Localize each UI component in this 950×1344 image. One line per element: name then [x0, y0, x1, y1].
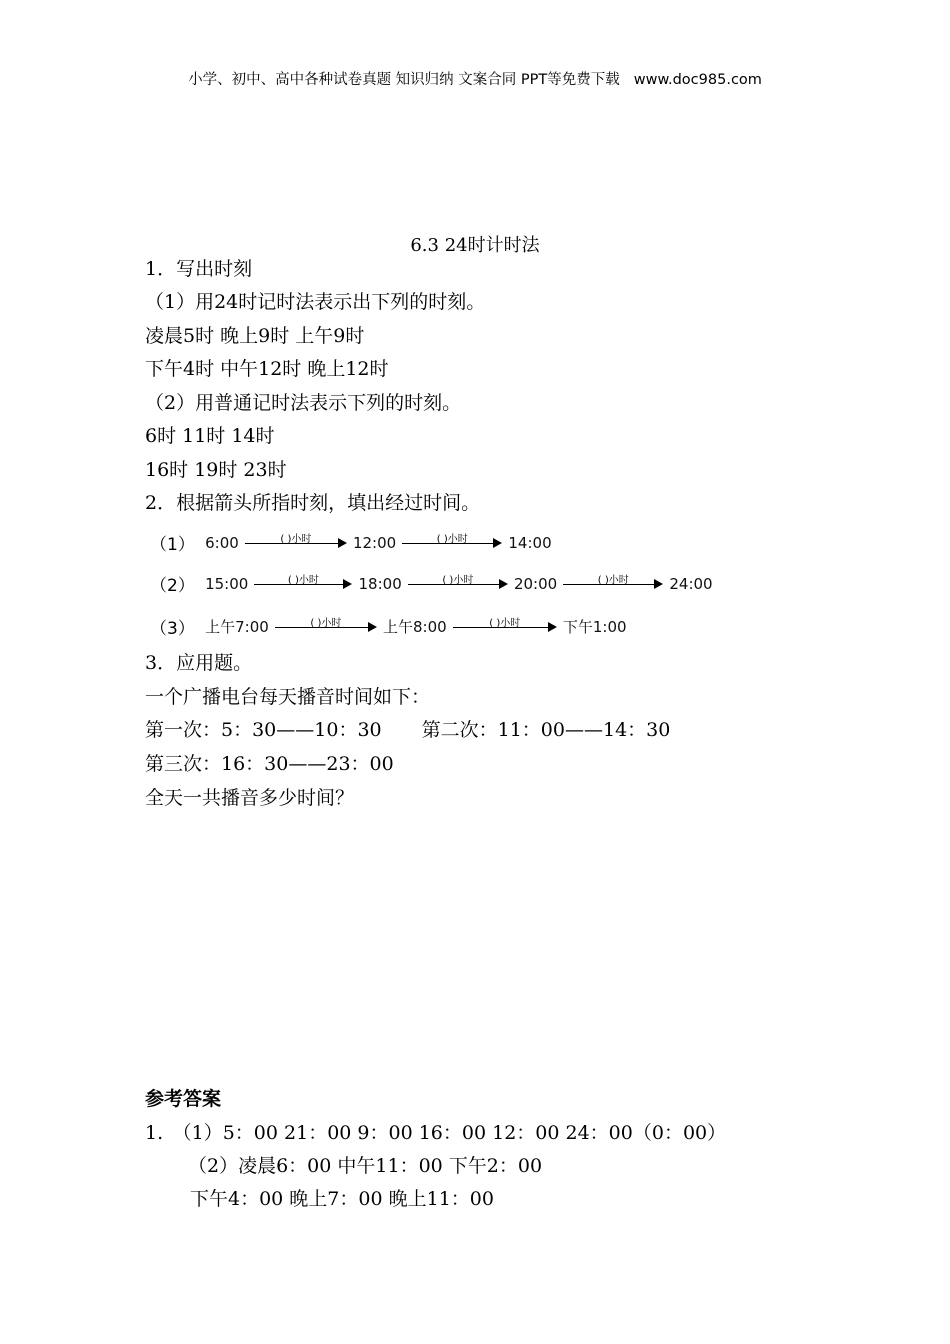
arrowhead-icon	[654, 579, 663, 589]
arrowhead-icon	[499, 579, 508, 589]
row-number: （2）	[150, 576, 195, 596]
q3-question: 全天一共播音多少时间？	[145, 787, 355, 809]
q3-first: 第一次：5：30——10：30	[145, 719, 382, 741]
time-label: 12:00	[352, 533, 397, 552]
arrow-shaft	[408, 584, 501, 585]
arrow-row-2	[150, 571, 713, 597]
q1-part1-line1: 凌晨5时 晚上9时 上午9时	[145, 325, 365, 347]
header-url[interactable]: www.doc985.com	[633, 72, 762, 88]
arrowhead-icon	[368, 622, 377, 632]
answers-line-1: 1. （1）5：00 21：00 9：00 16：00 12：00 24：00（0：00）	[145, 1122, 727, 1144]
time-label: 14:00	[508, 533, 552, 552]
answers-line-3: 下午4：00 晚上7：00 晚上11：00	[190, 1188, 494, 1210]
q1-part1-label: （1）用24时记时法表示出下列的时刻。	[145, 291, 486, 313]
answers-heading: 参考答案	[145, 1088, 222, 1110]
arrowhead-icon	[493, 538, 502, 548]
blank-hours-label: ( )小时	[442, 574, 474, 586]
arrow[interactable]	[275, 616, 377, 638]
arrow[interactable]	[254, 573, 352, 595]
time-label: 上午7:00	[205, 618, 269, 636]
time-label: 15:00	[205, 574, 249, 593]
time-label: 上午8:00	[382, 618, 447, 636]
arrow-shaft	[254, 584, 345, 585]
arrow-shaft	[402, 543, 495, 544]
arrow-shaft	[453, 627, 550, 628]
row-number: （3）	[150, 619, 195, 639]
blank-hours-label: ( )小时	[287, 574, 319, 586]
blank-hours-label: ( )小时	[597, 574, 629, 586]
q3-third: 第三次：16：30——23：00	[145, 753, 394, 775]
arrowhead-icon	[343, 579, 352, 589]
arrow[interactable]	[408, 573, 508, 595]
blank-hours-label: ( )小时	[489, 617, 521, 629]
q1-part2-line2: 16时 19时 23时	[145, 459, 287, 481]
row-number: （1）	[150, 535, 195, 555]
arrow-row-3	[150, 614, 627, 640]
arrow-row-1	[150, 530, 552, 556]
q3-second: 第二次：11：00——14：30	[421, 719, 671, 741]
answers-line-2: （2）凌晨6：00 中午11：00 下午2：00	[188, 1155, 543, 1177]
blank-hours-label: ( )小时	[280, 533, 312, 545]
page-title: 6.3 24时计时法	[410, 235, 540, 256]
time-label: 24:00	[669, 574, 713, 593]
arrow[interactable]	[563, 573, 663, 595]
arrow[interactable]	[402, 532, 502, 554]
arrow[interactable]	[245, 532, 347, 554]
time-label: 6:00	[205, 533, 239, 552]
arrow-shaft	[563, 584, 656, 585]
time-label: 20:00	[513, 574, 558, 593]
arrow-shaft	[245, 543, 340, 544]
header-text: 小学、初中、高中各种试卷真题 知识归纳 文案合同 PPT等免费下载	[188, 72, 620, 88]
blank-hours-label: ( )小时	[436, 533, 468, 545]
q3-intro: 一个广播电台每天播音时间如下：	[145, 686, 431, 708]
q1-part1-line2: 下午4时 中午12时 晚上12时	[145, 358, 389, 380]
q1-part2-line1: 6时 11时 14时	[145, 425, 275, 447]
q1-part2-label: （2）用普通记时法表示下列的时刻。	[145, 392, 462, 414]
q3-heading: 3．应用题。	[145, 652, 253, 674]
arrow[interactable]	[453, 616, 557, 638]
arrow-shaft	[275, 627, 370, 628]
q1-heading: 1．写出时刻	[145, 258, 253, 280]
arrowhead-icon	[338, 538, 347, 548]
time-label: 18:00	[358, 574, 402, 593]
time-label: 下午1:00	[562, 618, 627, 636]
arrowhead-icon	[548, 622, 557, 632]
blank-hours-label: ( )小时	[310, 617, 342, 629]
page-header	[0, 68, 950, 89]
q3-schedule-line	[145, 718, 670, 742]
q2-heading: 2．根据箭头所指时刻，填出经过时间。	[145, 492, 481, 514]
